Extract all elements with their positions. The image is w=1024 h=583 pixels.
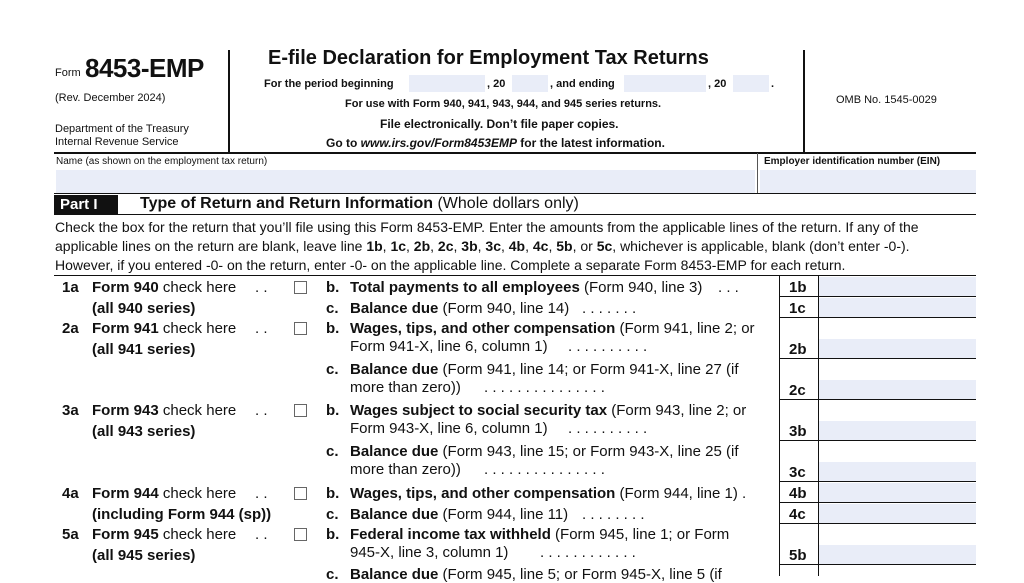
goto-url[interactable]: www.irs.gov/Form8453EMP: [360, 136, 517, 150]
line-2c-text: [350, 361, 739, 378]
line-5b-letter: b.: [326, 526, 340, 543]
instr-2b: 1b: [366, 238, 383, 254]
line-4b-text: [350, 485, 746, 502]
row-2a-form: Form 941: [92, 320, 159, 337]
name-input[interactable]: [56, 170, 755, 193]
line-2c-cont: more than zero)): [350, 379, 461, 396]
box-rule-2b: [779, 358, 976, 359]
line-1b-letter: b.: [326, 279, 340, 296]
box-label-1c: 1c: [789, 300, 806, 317]
box-rule-3c: [779, 481, 976, 482]
part1-title-note: (Whole dollars only): [433, 195, 579, 212]
row-5a-form: Form 945: [92, 526, 159, 543]
amount-5b[interactable]: [819, 545, 976, 564]
box-rule-1b: [779, 296, 976, 297]
amount-2b[interactable]: [819, 339, 976, 358]
instructions-line3: However, if you entered -0- on the return, enter -0- on the applicable line. Complete a separate Form 8453-EMP for each return.: [55, 257, 846, 273]
line-3b-text: [350, 402, 746, 419]
amount-4c[interactable]: [819, 504, 976, 523]
box-rule-5b: [779, 564, 976, 565]
row-5a-number: 5a: [62, 526, 79, 543]
instr-2u: , whichever is applicable, blank (don’t enter -0-).: [612, 238, 910, 254]
box-rule-1c: [779, 317, 976, 318]
line-2c-bold: Balance due: [350, 361, 439, 378]
name-row-top-rule: [54, 152, 976, 154]
row-5a-check: check here: [158, 526, 237, 543]
line-3c-text: [350, 443, 739, 460]
file-electronically-note: File electronically. Don’t file paper copies.: [380, 117, 619, 131]
line-1c-rest: (Form 940, line 14): [438, 300, 570, 317]
line-3b-bold: Wages subject to social security tax: [350, 402, 608, 419]
instr-2t: 5c: [596, 238, 613, 254]
lines-top-rule: [54, 275, 976, 276]
line-1c-text: [350, 300, 569, 317]
line-5c-rest: (Form 945, line 5; or Form 945-X, line 5 (if: [438, 566, 722, 583]
name-label: Name (as shown on the employment tax return): [56, 156, 268, 167]
row-2a-series: (all 941 series): [92, 341, 196, 358]
department-line1: Department of the Treasury: [55, 123, 189, 135]
row-3a-label: [92, 402, 236, 419]
instr-2m: ,: [500, 238, 509, 254]
box-label-3c: 3c: [789, 464, 806, 481]
line-5c-bold: Balance due: [350, 566, 439, 583]
line-5b-text: [350, 526, 729, 543]
row-4a-dots: . .: [255, 485, 268, 502]
use-with-note: For use with Form 940, 941, 943, 944, and 945 series returns.: [345, 98, 662, 110]
line-3b-cont: Form 943-X, line 6, column 1): [350, 420, 548, 437]
row-4a-form: Form 944: [92, 485, 159, 502]
instr-2a: applicable lines on the return are blank, leave line: [55, 238, 367, 254]
line-4c-text: [350, 506, 568, 523]
instr-2n: 4b: [508, 238, 526, 254]
period-begin-field[interactable]: [409, 75, 485, 92]
line-1c-dots: . . . . . . .: [582, 300, 637, 317]
line-4c-rest: (Form 944, line 11): [438, 506, 569, 523]
line-2b-letter: b.: [326, 320, 340, 337]
amount-2c[interactable]: [819, 380, 976, 399]
line-1b-text: [350, 279, 702, 296]
row-4a-number: 4a: [62, 485, 79, 502]
line-5c-letter: c.: [326, 566, 339, 583]
line-5c-text: [350, 566, 722, 583]
box-rule-3b: [779, 440, 976, 441]
instr-2i: ,: [453, 238, 462, 254]
row-2a-label: [92, 320, 236, 337]
instr-2f: 2b: [413, 238, 431, 254]
line-3c-rest: (Form 943, line 15; or Form 943-X, line 25 (if: [438, 443, 739, 460]
period-year-b-label: , 20: [708, 78, 727, 90]
checkbox-form-945[interactable]: [294, 528, 307, 541]
line-3b-letter: b.: [326, 402, 340, 419]
line-4c-dots: . . . . . . . .: [582, 506, 645, 523]
part1-badge: Part I: [54, 195, 118, 214]
period-ending-label: , and ending: [550, 78, 615, 90]
amount-1c[interactable]: [819, 298, 976, 317]
form-revision: (Rev. December 2024): [55, 92, 166, 104]
line-2b-bold: Wages, tips, and other compensation: [350, 320, 616, 337]
row-1a-check: check here: [158, 279, 237, 296]
line-4c-bold: Balance due: [350, 506, 439, 523]
period-end-year-field[interactable]: [733, 75, 769, 92]
instr-2o: ,: [525, 238, 533, 254]
line-3c-letter: c.: [326, 443, 339, 460]
form-number: 8453-EMP: [85, 53, 204, 83]
row-5a-series: (all 945 series): [92, 547, 196, 564]
row-3a-dots: . .: [255, 402, 268, 419]
row-3a-check: check here: [158, 402, 237, 419]
row-1a-series: (all 940 series): [92, 300, 196, 317]
instr-2p: 4c: [532, 238, 549, 254]
department-line2: Internal Revenue Service: [55, 136, 179, 148]
period-begin-year-field[interactable]: [512, 75, 548, 92]
box-label-3b: 3b: [789, 423, 807, 440]
box-label-1b: 1b: [789, 279, 807, 296]
line-4b-bold: Wages, tips, and other compensation: [350, 485, 616, 502]
line-5b-rest: (Form 945, line 1; or Form: [550, 526, 730, 543]
row-3a-series: (all 943 series): [92, 423, 196, 440]
instr-2k: ,: [477, 238, 486, 254]
row-2a-dots: . .: [255, 320, 268, 337]
line-4b-letter: b.: [326, 485, 340, 502]
instr-2e: ,: [406, 238, 414, 254]
checkbox-form-941[interactable]: [294, 322, 307, 335]
instr-2g: ,: [430, 238, 438, 254]
box-label-2b: 2b: [789, 341, 807, 358]
instr-2j: 3b: [461, 238, 478, 254]
line-5b-cont: 945-X, line 3, column 1): [350, 544, 509, 561]
amount-3c[interactable]: [819, 462, 976, 481]
ein-input[interactable]: [760, 170, 976, 193]
name-ein-divider: [757, 153, 758, 193]
row-5a-label: [92, 526, 236, 543]
row-4a-series: (including Form 944 (sp)): [92, 506, 272, 523]
line-3b-rest: (Form 943, line 2; or: [607, 402, 747, 419]
part1-top-rule: [54, 193, 976, 194]
line-1b-dots: . . .: [718, 279, 739, 296]
row-1a-dots: . .: [255, 279, 268, 296]
omb-number: OMB No. 1545-0029: [836, 94, 937, 106]
row-1a-label: [92, 279, 236, 296]
goto-note: [326, 136, 665, 150]
line-4b-rest: (Form 944, line 1) .: [615, 485, 747, 502]
checkbox-form-940[interactable]: [294, 281, 307, 294]
line-2c-dots: . . . . . . . . . . . . . . .: [484, 379, 605, 396]
instr-2c: ,: [382, 238, 391, 254]
row-3a-form: Form 943: [92, 402, 159, 419]
line-3c-dots: . . . . . . . . . . . . . . .: [484, 461, 605, 478]
line-3c-cont: more than zero)): [350, 461, 461, 478]
box-label-2c: 2c: [789, 382, 806, 399]
period-year-a-label: , 20: [487, 78, 506, 90]
line-2c-rest: (Form 941, line 14; or Form 941-X, line 27 (if: [438, 361, 739, 378]
checkbox-form-943[interactable]: [294, 404, 307, 417]
line-5b-bold: Federal income tax withheld: [350, 526, 551, 543]
row-1a-form: Form 940: [92, 279, 159, 296]
row-2a-check: check here: [158, 320, 237, 337]
period-end-field[interactable]: [624, 75, 706, 92]
instr-2d: 1c: [390, 238, 407, 254]
box-label-5b: 5b: [789, 547, 807, 564]
line-3c-bold: Balance due: [350, 443, 439, 460]
line-5b-dots: . . . . . . . . . . . .: [540, 544, 636, 561]
line-1b-rest: (Form 940, line 3): [579, 279, 703, 296]
goto-suffix: for the latest information.: [516, 136, 665, 150]
instr-2s: , or: [572, 238, 597, 254]
row-2a-number: 2a: [62, 320, 79, 337]
line-2b-dots: . . . . . . . . . .: [568, 338, 648, 355]
header-divider-right: [803, 50, 805, 152]
form-prefix: Form: [55, 67, 81, 79]
amount-3b[interactable]: [819, 421, 976, 440]
box-rule-4c: [779, 523, 976, 524]
line-1b-bold: Total payments to all employees: [350, 279, 580, 296]
row-1a-number: 1a: [62, 279, 79, 296]
period-period-dot: .: [771, 78, 775, 90]
row-4a-check: check here: [158, 485, 237, 502]
box-rule-2c: [779, 399, 976, 400]
line-2b-text: [350, 320, 755, 337]
amount-4b[interactable]: [819, 483, 976, 502]
period-begin-label: For the period beginning: [264, 78, 394, 90]
line-2b-cont: Form 941-X, line 6, column 1): [350, 338, 548, 355]
instr-2q: ,: [548, 238, 557, 254]
line-4c-letter: c.: [326, 506, 339, 523]
box-col-left-rule: [779, 276, 780, 576]
row-3a-number: 3a: [62, 402, 79, 419]
box-rule-4b: [779, 502, 976, 503]
ein-label: Employer identification number (EIN): [764, 156, 941, 167]
line-1c-letter: c.: [326, 300, 339, 317]
header-divider-left: [228, 50, 230, 152]
instructions-line1: Check the box for the return that you’ll file using this Form 8453-EMP. Enter the amounts from the applicable lines of the return. If any of the: [55, 219, 919, 235]
goto-prefix: Go to: [326, 136, 361, 150]
instr-2l: 3c: [485, 238, 501, 254]
row-4a-label: [92, 485, 236, 502]
line-2c-letter: c.: [326, 361, 339, 378]
part1-title-rule: [54, 214, 976, 215]
line-3b-dots: . . . . . . . . . .: [568, 420, 648, 437]
line-2b-rest: (Form 941, line 2; or: [615, 320, 755, 337]
row-5a-dots: . .: [255, 526, 268, 543]
part1-title: [140, 195, 579, 213]
instr-2h: 2c: [437, 238, 454, 254]
amount-1b[interactable]: [819, 277, 976, 296]
checkbox-form-944[interactable]: [294, 487, 307, 500]
part1-title-main: Type of Return and Return Information: [140, 195, 434, 212]
form-title: E-file Declaration for Employment Tax Returns: [268, 47, 709, 69]
box-label-4c: 4c: [789, 506, 806, 523]
instr-2r: 5b: [556, 238, 573, 254]
instructions-line2: [55, 238, 910, 254]
box-label-4b: 4b: [789, 485, 807, 502]
line-1c-bold: Balance due: [350, 300, 439, 317]
